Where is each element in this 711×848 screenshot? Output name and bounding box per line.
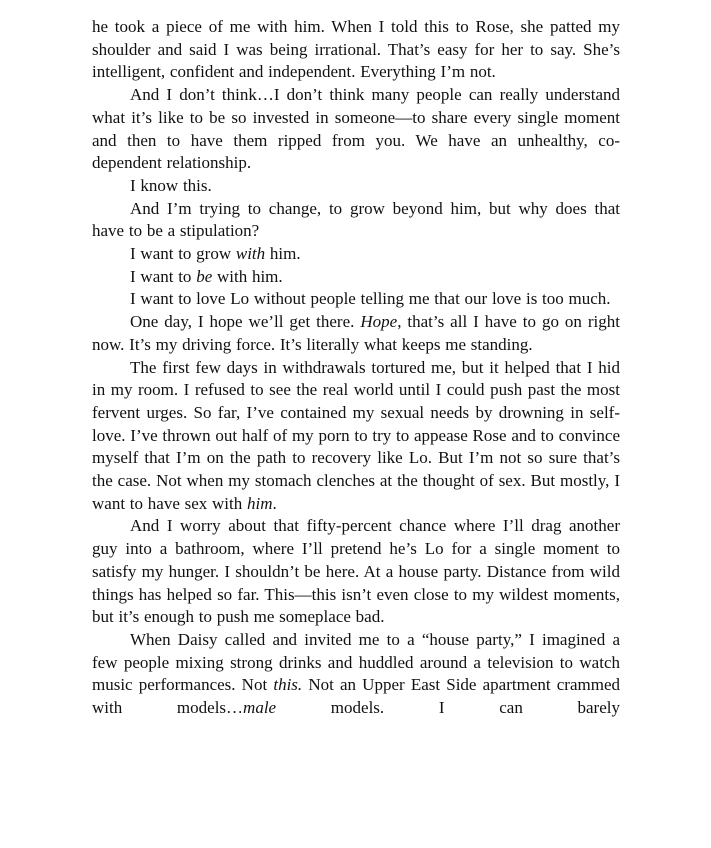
text-run: I want to xyxy=(130,266,197,286)
text-run: And I worry about that fifty-percent chance where I’ll drag another guy into a bathroom, where I’ll pretend he’s Lo for a single moment to satisfy my hunger. I shouldn’t be here. At a house party. Distance from wild things has helped so far. This—this isn’t even close to my wildest moments, but it’s enough to push me someplace bad. xyxy=(92,516,620,627)
text-run: , that’s all I have to go on right now. It’s my driving force. It’s literally what keeps me standing. xyxy=(92,312,621,354)
italic-text-run: male xyxy=(243,698,277,718)
italic-text-run: this. xyxy=(273,675,303,695)
paragraph xyxy=(92,288,620,311)
paragraph xyxy=(92,175,620,198)
paragraph xyxy=(92,629,620,720)
text-run: he took a piece of me with him. When I told this to Rose, she patted my shoulder and said I was being irrational. That’s easy for her to say. She’s intelligent, confident and independent. Everything I’m not. xyxy=(92,17,620,82)
paragraph xyxy=(92,266,620,289)
paragraph xyxy=(92,198,620,243)
text-run: And I don’t think…I don’t think many people can really understand what it’s like to be so invested in someone—to share every single moment and then to have them ripped from you. We have an unhealthy, co-dependent relationship. xyxy=(92,85,620,173)
text-run: The first few days in withdrawals tortured me, but it helped that I hid in my room. I refused to see the real world until I could push past the most fervent urges. So far, I’ve contained my sexual needs by drowning in self-love. I’ve thrown out half of my porn to try to appease Rose and to convince myself that I’m on the path to recovery like Lo. But I’m not so sure that’s the case. Not when my stomach clenches at the thought of sex. But mostly, I want to have sex with xyxy=(92,357,620,513)
paragraph xyxy=(92,243,620,266)
text-run: I know this. xyxy=(130,175,212,195)
text-run: models. I can barely xyxy=(276,698,620,718)
italic-text-run: be xyxy=(196,266,213,286)
paragraph xyxy=(92,16,620,84)
text-run: And I’m trying to change, to grow beyond him, but why does that have to be a stipulation? xyxy=(92,198,620,241)
paragraph xyxy=(92,84,620,175)
italic-text-run: with xyxy=(235,244,266,264)
text-run: I want to love Lo without people telling me that our love is too much. xyxy=(130,289,611,309)
italic-text-run: Hope xyxy=(360,312,398,332)
paragraph xyxy=(92,311,620,356)
text-run: I want to grow xyxy=(130,244,236,264)
text-run: with him. xyxy=(212,266,283,286)
text-run: One day, I hope we’ll get there. xyxy=(130,312,361,332)
text-run: When Daisy called and invited me to a “house party,” I imagined a few people mixing strong drinks and huddled around a television to watch music performances. Not xyxy=(92,629,620,695)
paragraph xyxy=(92,357,620,516)
text-run: Not an Upper East Side apartment crammed with models… xyxy=(92,675,620,718)
text-run: him. xyxy=(265,244,301,264)
italic-text-run: him xyxy=(247,493,273,513)
text-run: . xyxy=(272,493,277,513)
paragraph xyxy=(92,515,620,629)
